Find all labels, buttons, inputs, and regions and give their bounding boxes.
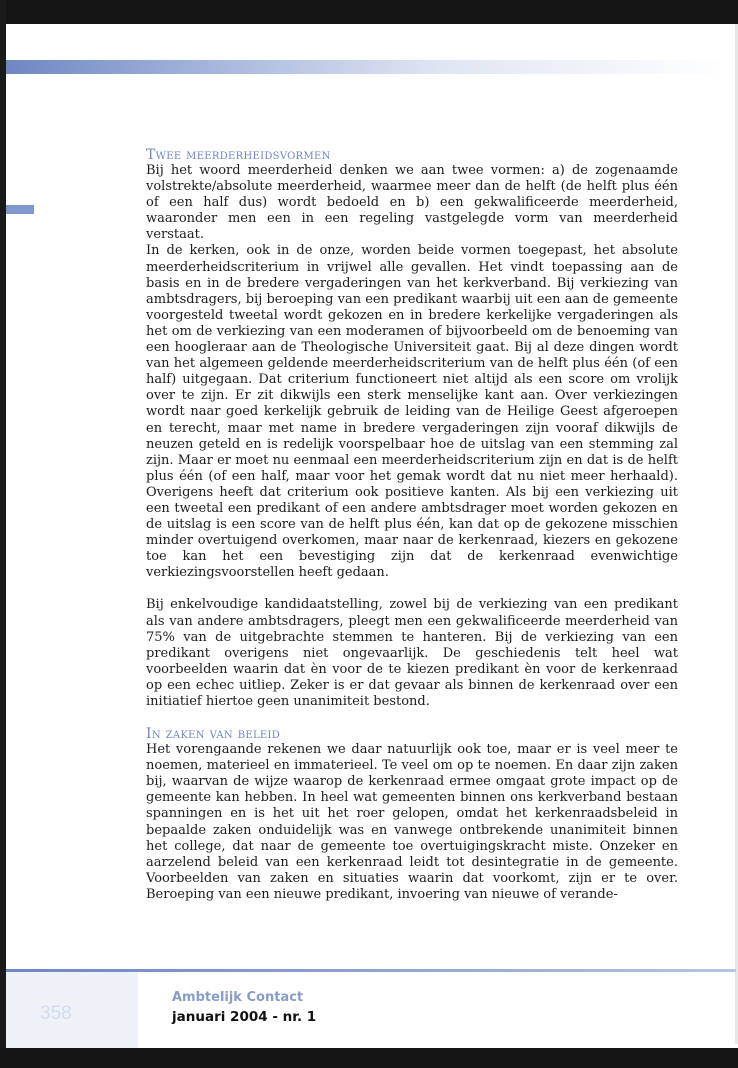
article-body [146, 147, 678, 903]
scan-border-left [0, 0, 6, 1068]
scan-border-bottom [0, 1048, 738, 1068]
paragraph: In de kerken, ook in de onze, worden beide vormen toegepast, het absolute meerderheidscriterium in vrijwel alle gevallen. Het vindt toepassing aan de basis en in de bredere vergaderingen van het kerkverband. Bij verkiezing van ambtsdragers, bij beroeping van een predikant waarbij uit een aan de gemeente voorgesteld tweetal wordt gekozen en in bredere kerkelijke vergaderingen als het om de verkiezing van een moderamen of bijvoorbeeld om de benoeming van een hoogleraar aan de Theologische Universiteit gaat. Bij al deze dingen wordt van het algemeen geldende meerderheidscriterium van de helft plus één (of een half) uitgegaan. Dat criterium functioneert niet altijd als een score om vrolijk over te zijn. Er zit dikwijls een sterk menselijke kant aan. Over verkiezingen wordt naar goed kerkelijk gebruik de leiding van de Heilige Geest afgeroepen en terecht, maar met name in bredere vergaderingen zijn vooraf dikwijls de neuzen geteld en is redelijk voorspelbaar hoe de uitslag van een stemming zal zijn. Maar er moet nu eenmaal een meerderheidscriterium zijn en dat is de helft plus één (of een half, maar voor het gemak wordt dat nu niet meer herhaald). Overigens heeft dat criterium ook positieve kanten. Als bij een verkiezing uit een tweetal een predikant of een andere ambtsdrager moet worden gekozen en de uitslag is een score van de helft plus één, kan dat op de gekozene misschien minder overtuigend overkomen, maar naar de kerkenraad, kiezers en gekozene toe kan het een bevestiging zijn dat de kerkenraad evenwichtige verkiezingsvoorstellen heeft gedaan. [146, 243, 678, 581]
page-number: 358 [40, 1003, 72, 1024]
header-color-band [6, 60, 726, 74]
paragraph: Het vorengaande rekenen we daar natuurlijk ook toe, maar er is veel meer te noemen, materieel en immaterieel. Te veel om op te noemen. En daar zijn zaken bij, waarvan de wijze waarop de kerkenraad ermee omgaat grote impact op de gemeente kan hebben. In heel wat gemeenten binnen ons kerkverband bestaan spanningen en is het uit het roer gelopen, omdat het kerkenraadsbeleid in bepaalde zaken onduidelijk was en vanwege ontbrekende unanimiteit binnen het college, dat naar de gemeente toe overtuigingskracht miste. Onzeker en aarzelend beleid van een kerkenraad leidt tot desintegratie in de gemeente. Voorbeelden van zaken en situaties waarin dat voorkomt, zijn er te over. Beroeping van een nieuwe predikant, invoering van nieuwe of verande- [146, 742, 678, 902]
section-heading-in-zaken-van-beleid: In zaken van beleid [146, 726, 281, 743]
paragraph: Bij het woord meerderheid denken we aan twee vormen: a) de zogenaamde volstrekte/absolute meerderheid, waarmee meer dan de helft (de helft plus één of een half dus) wordt bedoeld en b) een gekwalificeerde meerderheid, waaronder men een in een regeling vastgelegde vorm van meerderheid verstaat. [146, 163, 678, 243]
footer-page-block [6, 972, 138, 1048]
paragraph: Bij enkelvoudige kandidaatstelling, zowel bij de verkiezing van een predikant als van andere ambtsdragers, pleegt men een gekwalificeerde meerderheid van 75% van de uitgebrachte stemmen te hanteren. Bij de verkiezing van een predikant overigens niet ongevaarlijk. De geschiedenis telt heel wat voorbeelden waarin dat èn voor de te kiezen predikant èn voor de kerkenraad op een echec uitliep. Zeker is er dat gevaar als binnen de kerkenraad over een initiatief hiertoe geen unanimiteit bestond. [146, 597, 678, 709]
margin-tab-marker [6, 205, 34, 214]
journal-name: Ambtelijk Contact [172, 990, 304, 1005]
section-heading-twee-meerderheidsvormen: Twee meerderheidsvormen [146, 147, 331, 163]
issue-line: januari 2004 - nr. 1 [172, 1009, 317, 1025]
scan-border-top [0, 0, 738, 24]
